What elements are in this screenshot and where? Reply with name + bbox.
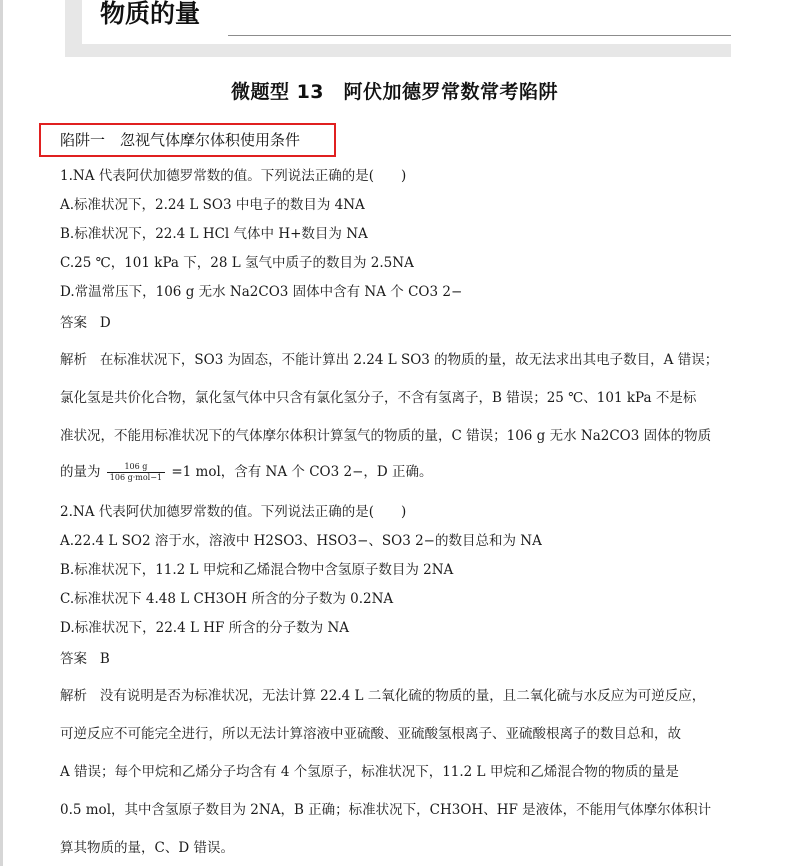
q1-analysis-text-1: 在标准状况下，SO3 为固态，不能计算出 2.24 L SO3 的物质的量，故无法求出其电子数目，A 错误； — [99, 352, 719, 368]
q1-analysis-2: 氯化氢是共价化合物，氯化氢气体中只含有氯化氢分子，不含有氢离子，B 错误；25 ℃、101 kPa 不是标 — [60, 390, 697, 406]
fraction-denominator: 106 g·mol−1 — [109, 473, 163, 482]
q1-analysis-4-post: =1 mol，含有 NA 个 CO3 2−，D 正确。 — [171, 464, 433, 480]
doc-title: 微题型 13 阿伏加德罗常数常考陷阱 — [230, 81, 559, 103]
q1-answer — [60, 314, 111, 332]
q1-option-a: A.标准状况下，2.24 L SO3 中电子的数目为 4NA — [60, 197, 365, 213]
q1-analysis-3: 准状况，不能用标准状况下的气体摩尔体积计算氢气的物质的量，C 错误；106 g 无水 Na2CO3 固体的物质 — [60, 428, 712, 444]
q1-option-d: D.常温常压下，106 g 无水 Na2CO3 固体中含有 NA 个 CO3 2− — [60, 284, 463, 300]
q1-analysis-4 — [60, 462, 433, 483]
q2-option-c: C.标准状况下 4.48 L CH3OH 所含的分子数为 0.2NA — [60, 591, 394, 607]
q2-analysis-4: 0.5 mol，其中含氢原子数目为 2NA，B 正确；标准状况下，CH3OH、HF 是液体，不能用气体摩尔体积计 — [60, 802, 712, 818]
fraction — [107, 462, 165, 483]
q2-option-d: D.标准状况下，22.4 L HF 所含的分子数为 NA — [60, 620, 350, 636]
q2-analysis-label: 解析 — [60, 688, 87, 704]
q2-analysis-2: 可逆反应不可能完全进行，所以无法计算溶液中亚硫酸、亚硫酸氢根离子、亚硫酸根离子的数目总和，故 — [60, 726, 681, 742]
q1-analysis-1 — [60, 351, 718, 369]
q1-analysis-label: 解析 — [60, 352, 87, 368]
q1-option-c: C.25 ℃，101 kPa 下，28 L 氢气中质子的数目为 2.5NA — [60, 255, 414, 271]
q2-analysis-5: 算其物质的量，C、D 错误。 — [60, 840, 234, 856]
q2-analysis-text-1: 没有说明是否为标准状况，无法计算 22.4 L 二氧化硫的物质的量，且二氧化硫与水反应为可逆反应， — [99, 688, 706, 704]
q1-answer-label: 答案 — [60, 315, 87, 331]
q2-analysis-3: A 错误；每个甲烷和乙烯分子均含有 4 个氢原子，标准状况下，11.2 L 甲烷和乙烯混合物的物质的量是 — [60, 764, 679, 780]
q1-stem: 1.NA 代表阿伏加德罗常数的值。下列说法正确的是( ) — [60, 168, 407, 184]
header-underline — [228, 35, 731, 36]
q2-option-b: B.标准状况下，11.2 L 甲烷和乙烯混合物中含氢原子数目为 2NA — [60, 562, 454, 578]
q1-analysis-4-pre: 的量为 — [60, 464, 101, 480]
q1-answer-value: D — [99, 315, 111, 331]
chapter-title: 物质的量 — [100, 0, 201, 28]
q2-option-a: A.22.4 L SO2 溶于水，溶液中 H2SO3、HSO3−、SO3 2−的数目总和为 NA — [60, 533, 542, 549]
q2-stem: 2.NA 代表阿伏加德罗常数的值。下列说法正确的是( ) — [60, 504, 407, 520]
left-margin-rule — [0, 0, 3, 866]
q2-answer — [60, 650, 110, 668]
q2-answer-value: B — [99, 651, 110, 667]
fraction-numerator: 106 g — [107, 462, 165, 473]
q2-answer-label: 答案 — [60, 651, 87, 667]
q1-option-b: B.标准状况下，22.4 L HCl 气体中 H+数目为 NA — [60, 226, 368, 242]
section-label: 陷阱一 忽视气体摩尔体积使用条件 — [60, 131, 301, 149]
q2-analysis-1 — [60, 687, 705, 705]
